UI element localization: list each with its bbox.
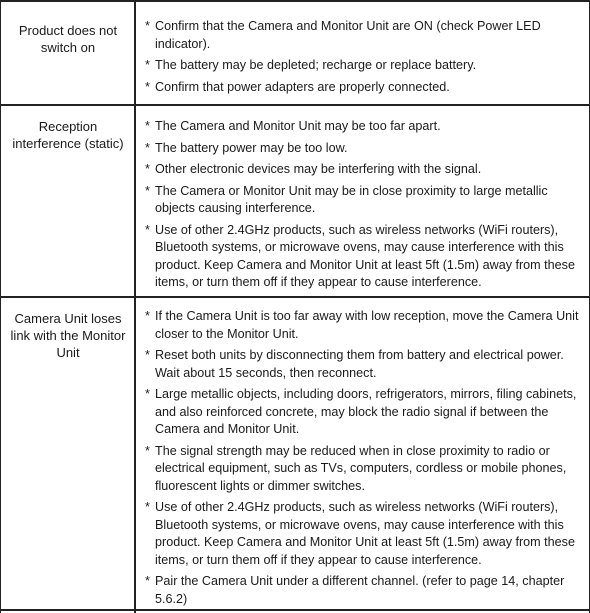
column-divider — [134, 2, 136, 106]
table-row — [1, 0, 589, 106]
problem-cell: Camera Unit loses link with the Monitor Unit — [10, 311, 126, 360]
solution-item: * If the Camera Unit is too far away with low reception, move the Camera Unit closer to the Monitor Unit. — [145, 308, 585, 343]
solution-item: * Reset both units by disconnecting them from battery and electrical power. Wait about 15 seconds, then reconnect. — [145, 347, 585, 382]
solution-item: * Other electronic devices may be interfering with the signal. — [145, 161, 585, 179]
table-row — [1, 104, 589, 298]
solution-item: * The Camera and Monitor Unit may be too far apart. — [145, 118, 585, 136]
solutions-cell — [145, 308, 585, 612]
solution-item: * Use of other 2.4GHz products, such as wireless networks (WiFi routers), Bluetooth systems, or microwave ovens, may cause interference with this product. Keep Camera and Monitor Unit at least 5ft (1.5m) away from these items, or turn them off if they appear to cause interference. — [145, 222, 585, 292]
column-divider — [134, 106, 136, 298]
problem-cell: Reception interference (static) — [12, 119, 124, 151]
solution-item: * The battery power may be too low. — [145, 140, 585, 158]
solution-item: * Use of other 2.4GHz products, such as wireless networks (WiFi routers), Bluetooth systems, or microwave ovens, may cause interference with this product. Keep Camera and Monitor Unit at least 5ft (1.5m) away from these items, or turn them off if they appear to cause interference. — [145, 499, 585, 569]
solutions-cell — [145, 118, 585, 296]
solution-item: * Confirm that power adapters are properly connected. — [145, 79, 585, 97]
solutions-cell — [145, 18, 585, 100]
column-divider — [134, 298, 136, 609]
solution-item: * Pair the Camera Unit under a different channel. (refer to page 14, chapter 5.6.2) — [145, 573, 585, 608]
column-divider — [134, 609, 136, 613]
problem-cell: Product does not switch on — [18, 23, 118, 55]
solution-item: * The Camera or Monitor Unit may be in close proximity to large metallic objects causing interference. — [145, 183, 585, 218]
table-row — [1, 296, 589, 609]
solution-item: * The signal strength may be reduced when in close proximity to radio or electrical equipment, such as TVs, computers, cordless or mobile phones, fluorescent lights or dimmer switches. — [145, 443, 585, 496]
solution-item: * The battery may be depleted; recharge or replace battery. — [145, 57, 585, 75]
solution-item: * Large metallic objects, including doors, refrigerators, mirrors, filing cabinets, and also reinforced concrete, may block the radio signal if between the Camera and Monitor Unit. — [145, 386, 585, 439]
table-bottom-border — [1, 609, 589, 611]
solution-item: * Confirm that the Camera and Monitor Unit are ON (check Power LED indicator). — [145, 18, 585, 53]
